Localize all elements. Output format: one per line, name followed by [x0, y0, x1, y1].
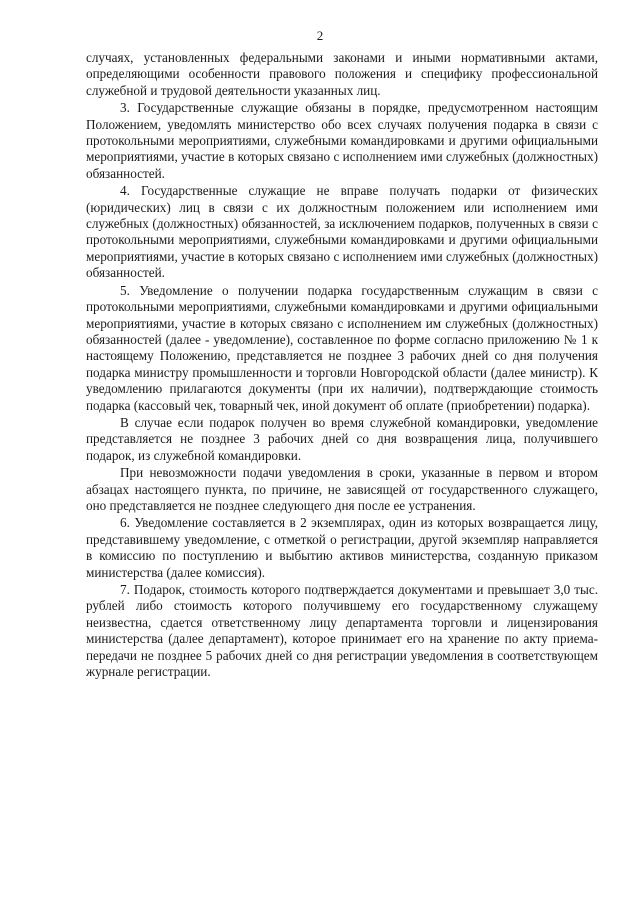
document-body: [86, 50, 598, 681]
paragraph-item-5: 5. Уведомление о получении подарка государственным служащим в связи с протокольными мероприятиями, служебными командировками и другими официальными мероприятиями, участие в которых связано с исполнением им служебных (должностных) обязанностей (далее - уведомление), составленное по форме согласно приложению № 1 к настоящему Положению, представляется не позднее 3 рабочих дней со дня получения подарка министру промышленности и торговли Новгородской области (далее министр). К уведомлению прилагаются документы (при их наличии), подтверждающие стоимость подарка (кассовый чек, товарный чек, иной документ об оплате (приобретении) подарка).: [86, 282, 598, 413]
paragraph-item-6: 6. Уведомление составляется в 2 экземплярах, один из которых возвращается лицу, представившему уведомление, с отметкой о регистрации, другой экземпляр направляется в комиссию по поступлению и выбытию активов министерства, созданную приказом министерства (далее комиссия).: [86, 515, 598, 580]
paragraph-continuation: случаях, установленных федеральными законами и иными нормативными актами, определяющими особенности правового положения и специфику профессиональной служебной и трудовой деятельности указанных лиц.: [86, 50, 598, 98]
paragraph-item-5-business-trip: В случае если подарок получен во время служебной командировки, уведомление представляется не позднее 3 рабочих дней со дня возвращения лица, получившего подарок, из служебной командировки.: [86, 414, 598, 463]
paragraph-item-7: 7. Подарок, стоимость которого подтверждается документами и превышает 3,0 тыс. рублей либо стоимость которого получившему его государственному служащему неизвестна, сдается ответственному лицу департамента торговли и лицензирования министерства (далее департамент), которое принимает его на хранение по акту приема-передачи не позднее 5 рабочих дней со дня регистрации уведомления в соответствующем журнале регистрации.: [86, 582, 598, 680]
paragraph-item-4: 4. Государственные служащие не вправе получать подарки от физических (юридических) лиц в связи с их должностным положением или исполнением ими служебных (должностных) обязанностей, за исключением подарков, полученных в связи с протокольными мероприятиями, служебными командировками и другими официальными мероприятиями, участие в которых связано с исполнением ими служебных (должностных) обязанностей.: [86, 183, 598, 281]
paragraph-item-5-impossibility: При невозможности подачи уведомления в сроки, указанные в первом и втором абзацах настоящего пункта, по причине, не зависящей от государственного служащего, оно представляется не позднее следующего дня после ее устранения.: [86, 465, 598, 513]
page-number: 2: [316, 28, 324, 43]
paragraph-item-3: 3. Государственные служащие обязаны в порядке, предусмотренном настоящим Положением, уведомлять министерство обо всех случаях получения подарка в связи с протокольными мероприятиями, служебными командировками и другими официальными мероприятиями, участие в которых связано с исполнением ими служебных (должностных) обязанностей.: [86, 100, 598, 181]
